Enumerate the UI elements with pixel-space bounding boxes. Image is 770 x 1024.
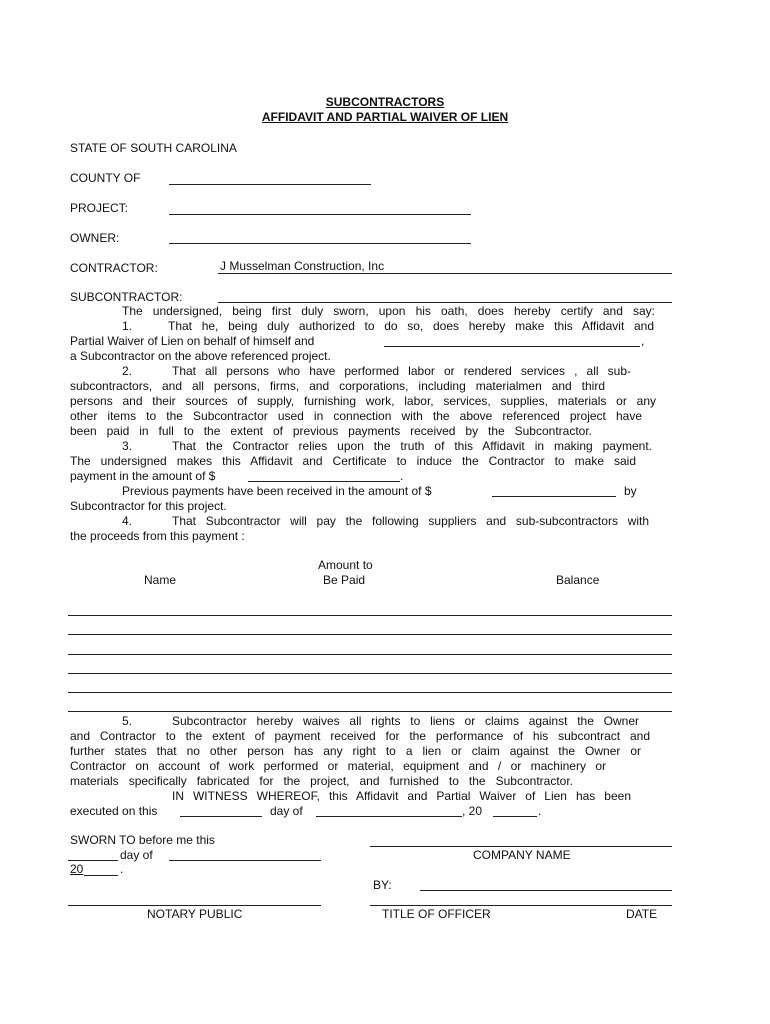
executed-period: .: [538, 804, 542, 818]
table-row[interactable]: [68, 711, 672, 712]
paragraph-3-line-e: Subcontractor for this project.: [70, 499, 227, 513]
paragraph-2-number: 2.: [122, 364, 133, 378]
previous-payments-field[interactable]: [492, 496, 616, 497]
company-name-field[interactable]: [370, 846, 672, 847]
county-label: COUNTY OF: [70, 171, 141, 185]
sworn-year-field[interactable]: [84, 875, 118, 876]
sworn-year-prefix: 20: [70, 862, 84, 876]
table-row[interactable]: [68, 634, 672, 635]
date-label: DATE: [626, 907, 658, 921]
paragraph-2-line-e: been paid in full to the extent of previous payments received by the Subcontractor.: [70, 424, 592, 438]
table-row[interactable]: [68, 654, 672, 655]
paragraph-5-line-b: and Contractor to the extent of payment received for the performance of his subcontract and: [70, 729, 650, 743]
paragraph-3-line-d: Previous payments have been received in the amount of $: [122, 484, 432, 498]
project-field[interactable]: [169, 214, 471, 215]
executed-year-field[interactable]: [493, 816, 537, 817]
paragraph-2-line-b: subcontractors, and all persons, firms, and corporations, including materialmen and third: [70, 379, 605, 393]
state-label: STATE OF SOUTH CAROLINA: [70, 141, 237, 155]
sworn-year-period: .: [120, 862, 124, 876]
project-label: PROJECT:: [70, 201, 129, 215]
company-name-label: COMPANY NAME: [473, 848, 571, 862]
paragraph-4-line-b: the proceeds from this payment :: [70, 529, 245, 543]
document-title-line1: SUBCONTRACTORS: [325, 95, 445, 109]
paragraph-3-period: .: [400, 469, 404, 483]
paragraph-3-line-b: The undersigned makes this Affidavit and Certificate to induce the Contractor to make said: [70, 454, 636, 468]
column-header-balance: Balance: [556, 573, 600, 587]
column-header-name: Name: [144, 573, 177, 587]
executed-day-of: day of: [270, 804, 303, 818]
sworn-day-of: day of: [120, 848, 153, 862]
owner-label: OWNER:: [70, 231, 120, 245]
column-header-amount-line2: Be Paid: [323, 573, 366, 587]
paragraph-5-line-c: further states that no other person has any right to a lien or claim against the Owner or: [70, 744, 641, 758]
sworn-month-field[interactable]: [169, 860, 321, 861]
behalf-of-field[interactable]: [384, 346, 640, 347]
paragraph-4-number: 4.: [122, 514, 133, 528]
owner-field[interactable]: [169, 243, 471, 244]
executed-day-field[interactable]: [180, 816, 262, 817]
notary-signature-field[interactable]: [68, 905, 321, 906]
paragraph-2-line-c: persons and their sources of supply, furnishing work, labor, services, supplies, materials or any: [70, 394, 656, 408]
paragraph-1-line-a: That he, being duly authorized to do so, does hereby make this Affidavit and: [168, 319, 654, 333]
paragraph-1-number: 1.: [122, 319, 133, 333]
column-header-amount-line1: Amount to: [318, 558, 373, 572]
executed-month-field[interactable]: [316, 816, 462, 817]
intro-line: The undersigned, being first duly sworn, upon his oath, does hereby certify and say:: [122, 304, 655, 318]
table-row[interactable]: [68, 673, 672, 674]
paragraph-5-number: 5.: [122, 714, 133, 728]
contractor-value[interactable]: J Musselman Construction, Inc: [220, 259, 385, 273]
by-label: BY:: [373, 878, 392, 892]
paragraph-3-line-a: That the Contractor relies upon the truth of this Affidavit in making payment.: [172, 439, 652, 453]
paragraph-5-line-d: Contractor on account of work performed or material, equipment and / or machinery or: [70, 759, 606, 773]
paragraph-3-line-c: payment in the amount of $: [70, 469, 216, 483]
sworn-label: SWORN TO before me this: [70, 833, 215, 847]
witness-line: IN WITNESS WHEREOF, this Affidavit and Partial Waiver of Lien has been: [172, 789, 631, 803]
paragraph-2-line-a: That all persons who have performed labor or rendered services , all sub-: [172, 364, 631, 378]
paragraph-2-line-d: other items to the Subcontractor used in connection with the above referenced project have: [70, 409, 642, 423]
paragraph-1-line-b: Partial Waiver of Lien on behalf of himself and: [70, 334, 315, 348]
paragraph-5-line-e: materials specifically fabricated for the project, and furnished to the Subcontractor.: [70, 774, 573, 788]
document-title-line2: AFFIDAVIT AND PARTIAL WAIVER OF LIEN: [261, 110, 509, 124]
notary-public-label: NOTARY PUBLIC: [147, 907, 243, 921]
officer-title-date-field[interactable]: [370, 905, 672, 906]
paragraph-1-line-c: a Subcontractor on the above referenced project.: [70, 349, 331, 363]
paragraph-3-by: by: [624, 484, 637, 498]
table-row[interactable]: [68, 615, 672, 616]
paragraph-5-line-a: Subcontractor hereby waives all rights to liens or claims against the Owner: [172, 714, 639, 728]
county-field[interactable]: [169, 184, 371, 185]
executed-label: executed on this: [70, 804, 158, 818]
paragraph-4-line-a: That Subcontractor will pay the following suppliers and sub-subcontractors with: [172, 514, 649, 528]
contractor-field[interactable]: [218, 273, 672, 274]
contractor-label: CONTRACTOR:: [70, 261, 158, 275]
subcontractor-label: SUBCONTRACTOR:: [70, 290, 183, 304]
executed-year-prefix: , 20: [462, 804, 483, 818]
paragraph-1-comma: ,: [641, 334, 645, 348]
paragraph-3-number: 3.: [122, 439, 133, 453]
table-row[interactable]: [68, 692, 672, 693]
subcontractor-field[interactable]: [218, 302, 672, 303]
by-signature-field[interactable]: [420, 890, 672, 891]
payment-amount-field[interactable]: [248, 481, 400, 482]
title-of-officer-label: TITLE OF OFFICER: [382, 907, 491, 921]
sworn-day-field[interactable]: [68, 860, 118, 861]
